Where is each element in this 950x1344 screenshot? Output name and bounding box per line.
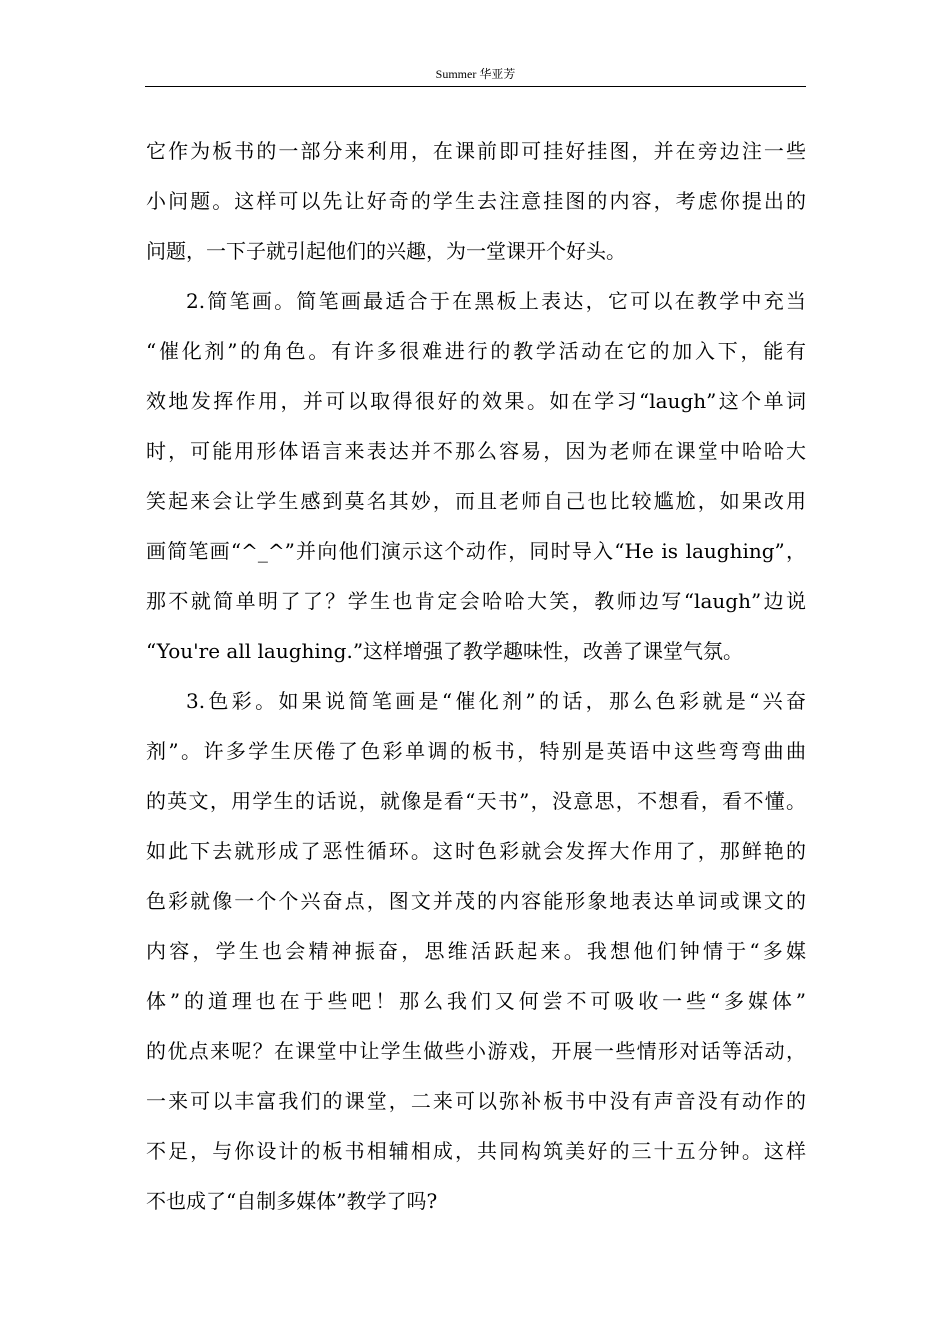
text-line: 时，可能用形体语言来表达并不那么容易，因为老师在课堂中哈哈大 (146, 439, 806, 463)
text-line: 一来可以丰富我们的课堂，二来可以弥补板书中没有声音没有动作的 (146, 1089, 806, 1113)
text-line: 的优点来呢？在课堂中让学生做些小游戏，开展一些情形对话等活动， (146, 1039, 806, 1063)
text-line: 不也成了“自制多媒体”教学了吗? (146, 1189, 438, 1213)
text-line: 内容，学生也会精神振奋，思维活跃起来。我想他们钟情于“多媒 (146, 939, 806, 963)
header-text: Summer 华亚芳 (435, 67, 516, 81)
text-line: “You're all laughing.”这样增强了教学趣味性，改善了课堂气氛。 (146, 639, 744, 663)
text-line: 的英文，用学生的话说，就像是看“天书”，没意思，不想看，看不懂。 (146, 789, 806, 813)
text-line: 小问题。这样可以先让好奇的学生去注意挂图的内容，考虑你提出的 (146, 189, 806, 213)
text-line: 如此下去就形成了恶性循环。这时色彩就会发挥大作用了，那鲜艳的 (146, 839, 806, 863)
text-line: “催化剂”的角色。有许多很难进行的教学活动在它的加入下，能有 (146, 339, 806, 363)
text-line: 笑起来会让学生感到莫名其妙，而且老师自己也比较尴尬，如果改用 (146, 489, 806, 513)
text-line: 色彩就像一个个兴奋点，图文并茂的内容能形象地表达单词或课文的 (146, 889, 806, 913)
text-line: 效地发挥作用，并可以取得很好的效果。如在学习“laugh”这个单词 (146, 389, 806, 413)
text-line: 2.简笔画。简笔画最适合于在黑板上表达，它可以在教学中充当 (186, 289, 806, 313)
text-line: 3.色彩。如果说简笔画是“催化剂”的话，那么色彩就是“兴奋 (186, 689, 806, 713)
text-line: 画简笔画“^_^”并向他们演示这个动作，同时导入“He is laughing”， (146, 539, 806, 563)
text-line: 那不就简单明了了？学生也肯定会哈哈大笑，教师边写“laugh”边说 (146, 589, 806, 613)
text-line: 问题，一下子就引起他们的兴趣，为一堂课开个好头。 (146, 239, 626, 263)
text-line: 体”的道理也在于些吧！那么我们又何尝不可吸收一些“多媒体” (146, 989, 806, 1013)
document-body (146, 126, 806, 1226)
text-line: 不足，与你设计的板书相辅相成，共同构筑美好的三十五分钟。这样 (146, 1139, 806, 1163)
text-line: 剂”。许多学生厌倦了色彩单调的板书，特别是英语中这些弯弯曲曲 (146, 739, 806, 763)
text-line: 它作为板书的一部分来利用，在课前即可挂好挂图，并在旁边注一些 (146, 139, 806, 163)
page-header (145, 66, 806, 87)
